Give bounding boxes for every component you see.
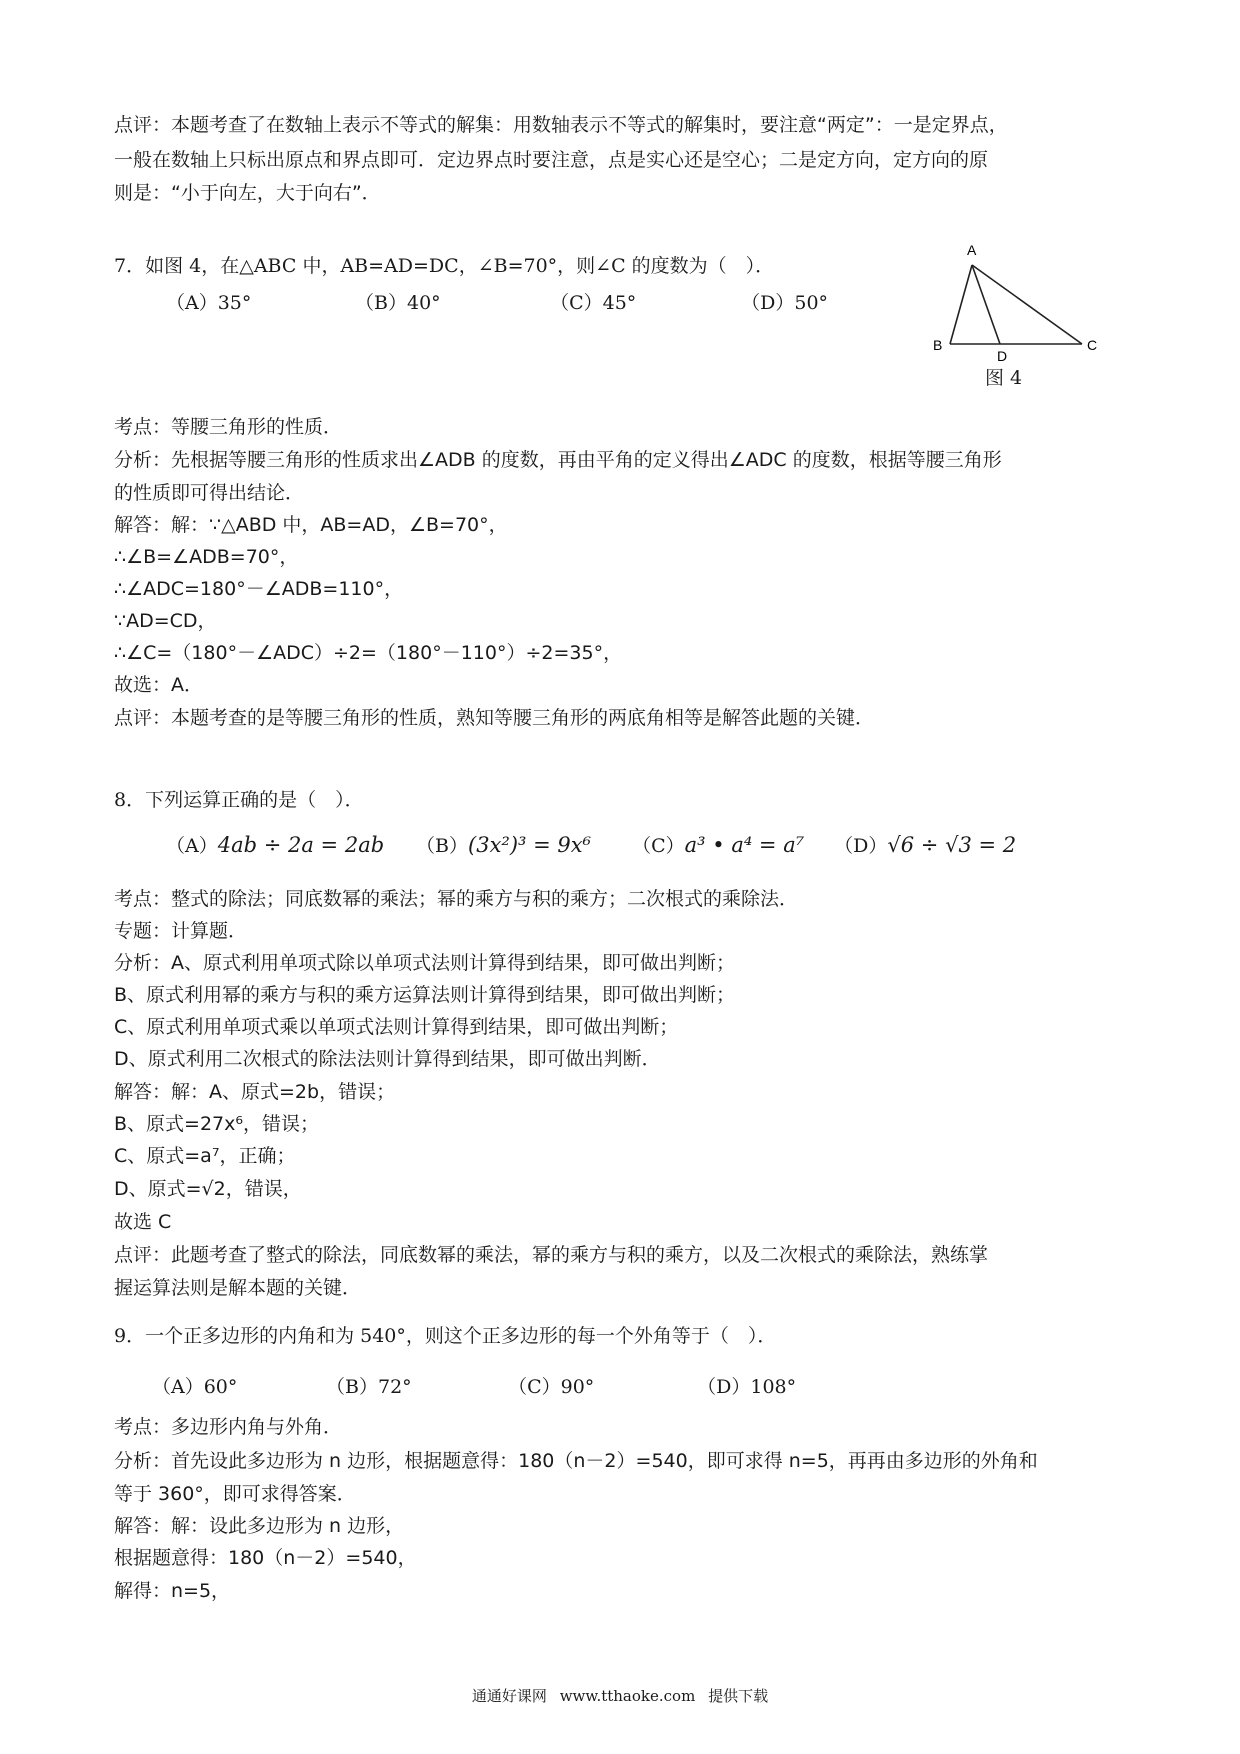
q9-analysis-line-2: 等于 360°，即可求得答案． bbox=[114, 1483, 356, 1505]
q8-option-d-label: （D） bbox=[834, 835, 888, 857]
q8-option-d bbox=[834, 830, 1016, 861]
q6-review-line-3: 则是：“小于向左，大于向右”． bbox=[114, 182, 381, 204]
q8-review-line-2: 握运算法则是解本题的关键． bbox=[114, 1277, 362, 1299]
q8-analysis-line-4: D、原式利用二次根式的除法法则计算得到结果，即可做出判断． bbox=[114, 1048, 661, 1070]
q8-option-b-expr: (3x²)³ = 9x⁶ bbox=[468, 833, 592, 857]
q9-solution-line-1: 解答：解：设此多边形为 n 边形， bbox=[114, 1515, 405, 1537]
q7-solution-line-4: ∵AD=CD， bbox=[114, 610, 217, 632]
q7-stem: 7．如图 4，在△ABC 中，AB=AD=DC，∠B=70°，则∠C 的度数为（ ）． bbox=[114, 255, 775, 277]
q8-option-b-label: （B） bbox=[416, 835, 469, 857]
q7-solution-line-6: 故选：A． bbox=[114, 674, 203, 696]
q8-option-c-label: （C） bbox=[632, 835, 685, 857]
q7-option-a: （A）35° bbox=[166, 292, 252, 314]
q8-analysis-line-3: C、原式利用单项式乘以单项式法则计算得到结果，即可做出判断； bbox=[114, 1016, 679, 1038]
vertex-label-d: D bbox=[997, 348, 1008, 364]
q9-option-d: （D）108° bbox=[697, 1376, 797, 1398]
q8-analysis-line-2: B、原式利用幂的乘方与积的乘方运算法则计算得到结果，即可做出判断； bbox=[114, 984, 736, 1006]
footer-site: 通通好课网 bbox=[471, 1687, 547, 1705]
q8-solution-line-5: 故选 C bbox=[114, 1211, 172, 1233]
page-footer bbox=[0, 1685, 1240, 1706]
footer-url[interactable]: www.tthaoke.com bbox=[559, 1687, 696, 1705]
edge-ad bbox=[972, 265, 1000, 344]
footer-note: 提供下载 bbox=[708, 1687, 769, 1705]
q8-solution-line-1: 解答：解：A、原式=2b，错误； bbox=[114, 1081, 396, 1103]
q7-solution-line-5: ∴∠C=（180°－∠ADC）÷2=（180°－110°）÷2=35°， bbox=[114, 642, 623, 664]
figure-caption: 图 4 bbox=[985, 367, 1023, 389]
q8-review-line-1: 点评：此题考查了整式的除法，同底数幂的乘法，幂的乘方与积的乘方，以及二次根式的乘除法，熟练掌 bbox=[114, 1244, 989, 1266]
q7-solution-line-1: 解答：解：∵△ABD 中，AB=AD，∠B=70°， bbox=[114, 514, 508, 536]
q7-solution-line-3: ∴∠ADC=180°－∠ADB=110°， bbox=[114, 578, 404, 600]
q8-option-a-label: （A） bbox=[166, 835, 218, 857]
q6-review-line-1: 点评：本题考查了在数轴上表示不等式的解集：用数轴表示不等式的解集时，要注意“两定”：一是定界点， bbox=[114, 114, 1008, 136]
q8-kaodian: 考点：整式的除法；同底数幂的乘法；幂的乘方与积的乘方；二次根式的乘除法． bbox=[114, 888, 799, 910]
q7-option-d: （D）50° bbox=[741, 292, 829, 314]
q6-review-line-2: 一般在数轴上只标出原点和界点即可．定边界点时要注意，点是实心还是空心；二是定方向，定方向的原 bbox=[114, 149, 989, 171]
q9-analysis-line-1: 分析：首先设此多边形为 n 边形，根据题意得：180（n－2）=540，即可求得 n=5，再再由多边形的外角和 bbox=[114, 1450, 1038, 1472]
q9-option-a: （A）60° bbox=[152, 1376, 238, 1398]
q8-topic: 专题：计算题． bbox=[114, 920, 248, 942]
q8-option-d-expr: √6 ÷ √3 = 2 bbox=[887, 833, 1017, 857]
q7-option-b: （B）40° bbox=[355, 292, 441, 314]
q9-option-b: （B）72° bbox=[326, 1376, 412, 1398]
q9-option-c: （C）90° bbox=[508, 1376, 595, 1398]
vertex-label-a: A bbox=[967, 242, 977, 258]
edge-ab bbox=[950, 265, 972, 344]
q8-stem: 8．下列运算正确的是（ ）． bbox=[114, 789, 364, 811]
q8-option-b bbox=[416, 830, 626, 861]
q7-analysis-line-2: 的性质即可得出结论． bbox=[114, 482, 305, 504]
q9-stem: 9．一个正多边形的内角和为 540°，则这个正多边形的每一个外角等于（ ）． bbox=[114, 1325, 777, 1347]
q7-solution-line-2: ∴∠B=∠ADB=70°， bbox=[114, 546, 299, 568]
vertex-label-c: C bbox=[1087, 337, 1098, 353]
q9-kaodian: 考点：多边形内角与外角． bbox=[114, 1416, 343, 1438]
q8-option-a-expr: 4ab ÷ 2a = 2ab bbox=[217, 833, 385, 857]
q7-review: 点评：本题考查的是等腰三角形的性质，熟知等腰三角形的两底角相等是解答此题的关键． bbox=[114, 707, 875, 729]
q9-solution-line-2: 根据题意得：180（n－2）=540， bbox=[114, 1547, 417, 1569]
vertex-label-b: B bbox=[933, 337, 943, 353]
q8-option-a bbox=[166, 830, 410, 861]
q8-options bbox=[166, 830, 1016, 861]
q8-solution-line-3: C、原式=a⁷，正确； bbox=[114, 1145, 296, 1167]
q8-solution-line-2: B、原式=27x⁶，错误； bbox=[114, 1113, 319, 1135]
q7-options bbox=[166, 288, 828, 318]
q9-solution-line-3: 解得：n=5， bbox=[114, 1580, 231, 1602]
q7-kaodian: 考点：等腰三角形的性质． bbox=[114, 416, 343, 438]
q7-option-c: （C）45° bbox=[550, 292, 637, 314]
q7-analysis-line-1: 分析：先根据等腰三角形的性质求出∠ADB 的度数，再由平角的定义得出∠ADC 的度数，根据等腰三角形 bbox=[114, 449, 1002, 471]
edge-ac bbox=[972, 265, 1082, 344]
q8-analysis-line-1: 分析：A、原式利用单项式除以单项式法则计算得到结果，即可做出判断； bbox=[114, 952, 735, 974]
q8-solution-line-4: D、原式=√2，错误， bbox=[114, 1178, 302, 1200]
q8-option-c bbox=[632, 830, 828, 861]
triangle-figure bbox=[925, 237, 1125, 397]
q8-option-c-expr: a³ • a⁴ = a⁷ bbox=[684, 833, 805, 857]
q9-options bbox=[152, 1372, 796, 1402]
